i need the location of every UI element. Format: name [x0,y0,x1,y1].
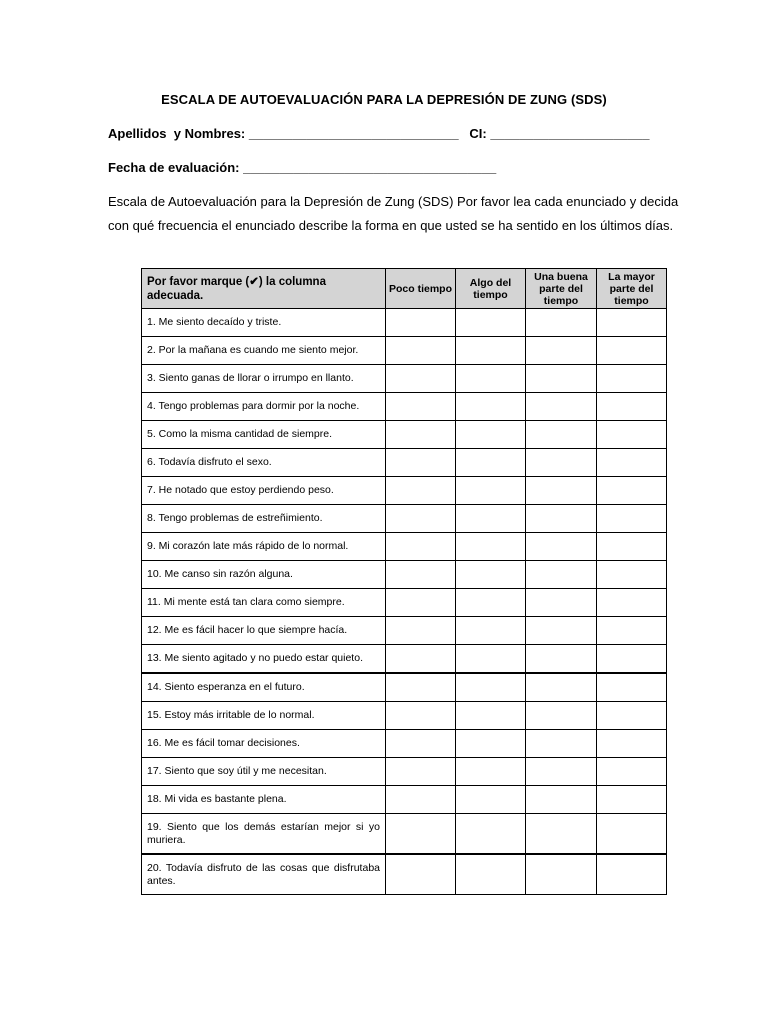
answer-cell-mayor-parte[interactable] [597,730,667,758]
question-text: 13. Me siento agitado y no puedo estar quieto. [142,645,386,674]
answer-cell-poco-tiempo[interactable] [386,589,456,617]
answer-cell-poco-tiempo[interactable] [386,645,456,674]
answer-cell-buena-parte[interactable] [526,673,597,702]
question-text: 9. Mi corazón late más rápido de lo normal. [142,533,386,561]
answer-cell-algo-del-tiempo[interactable] [456,365,526,393]
answer-cell-mayor-parte[interactable] [597,589,667,617]
question-text: 11. Mi mente está tan clara como siempre. [142,589,386,617]
zung-scale-table [141,268,667,895]
answer-cell-poco-tiempo[interactable] [386,617,456,645]
answer-cell-buena-parte[interactable] [526,365,597,393]
answer-cell-algo-del-tiempo[interactable] [456,617,526,645]
answer-cell-algo-del-tiempo[interactable] [456,449,526,477]
answer-cell-algo-del-tiempo[interactable] [456,561,526,589]
document-title: ESCALA DE AUTOEVALUACIÓN PARA LA DEPRESIÓN DE ZUNG (SDS) [161,92,607,107]
answer-cell-mayor-parte[interactable] [597,758,667,786]
table-row [142,854,667,895]
table-row [142,477,667,505]
answer-cell-algo-del-tiempo[interactable] [456,730,526,758]
answer-cell-poco-tiempo[interactable] [386,786,456,814]
header-question: Por favor marque (✔) la columna adecuada. [142,269,386,309]
answer-cell-mayor-parte[interactable] [597,449,667,477]
instructions-line-2: con qué frecuencia el enunciado describe la forma en que usted se ha sentido en los últimos días. [108,218,674,233]
question-text: 1. Me siento decaído y triste. [142,309,386,337]
question-text: 4. Tengo problemas para dormir por la noche. [142,393,386,421]
table-row [142,589,667,617]
answer-cell-algo-del-tiempo[interactable] [456,309,526,337]
answer-cell-mayor-parte[interactable] [597,786,667,814]
answer-cell-mayor-parte[interactable] [597,673,667,702]
question-text: 3. Siento ganas de llorar o irrumpo en llanto. [142,365,386,393]
answer-cell-buena-parte[interactable] [526,617,597,645]
answer-cell-buena-parte[interactable] [526,854,597,895]
answer-cell-poco-tiempo[interactable] [386,533,456,561]
header-col-buena-parte: Una buena parte del tiempo [526,269,597,309]
answer-cell-poco-tiempo[interactable] [386,814,456,855]
answer-cell-algo-del-tiempo[interactable] [456,393,526,421]
table-row [142,786,667,814]
answer-cell-buena-parte[interactable] [526,309,597,337]
answer-cell-algo-del-tiempo[interactable] [456,589,526,617]
answer-cell-poco-tiempo[interactable] [386,673,456,702]
answer-cell-mayor-parte[interactable] [597,561,667,589]
table-row [142,505,667,533]
table-row [142,365,667,393]
answer-cell-buena-parte[interactable] [526,730,597,758]
names-ci-row [108,126,649,141]
header-col-algo-del-tiempo: Algo del tiempo [456,269,526,309]
answer-cell-mayor-parte[interactable] [597,421,667,449]
answer-cell-buena-parte[interactable] [526,505,597,533]
table-row [142,645,667,674]
answer-cell-mayor-parte[interactable] [597,365,667,393]
answer-cell-mayor-parte[interactable] [597,393,667,421]
answer-cell-buena-parte[interactable] [526,645,597,674]
question-text: 6. Todavía disfruto el sexo. [142,449,386,477]
answer-cell-buena-parte[interactable] [526,477,597,505]
question-text: 2. Por la mañana es cuando me siento mejor. [142,337,386,365]
header-col-mayor-parte: La mayor parte del tiempo [597,269,667,309]
answer-cell-buena-parte[interactable] [526,589,597,617]
table-row [142,337,667,365]
answer-cell-mayor-parte[interactable] [597,337,667,365]
question-text: 15. Estoy más irritable de lo normal. [142,702,386,730]
table-row [142,449,667,477]
answer-cell-mayor-parte[interactable] [597,617,667,645]
answer-cell-poco-tiempo[interactable] [386,505,456,533]
answer-cell-buena-parte[interactable] [526,393,597,421]
answer-cell-algo-del-tiempo[interactable] [456,337,526,365]
table-header-row [142,269,667,309]
header-col-poco-tiempo: Poco tiempo [386,269,456,309]
table-row [142,758,667,786]
answer-cell-buena-parte[interactable] [526,702,597,730]
answer-cell-buena-parte[interactable] [526,449,597,477]
table-row [142,561,667,589]
answer-cell-mayor-parte[interactable] [597,505,667,533]
answer-cell-mayor-parte[interactable] [597,477,667,505]
answer-cell-mayor-parte[interactable] [597,814,667,855]
answer-cell-algo-del-tiempo[interactable] [456,758,526,786]
question-text: 14. Siento esperanza en el futuro. [142,673,386,702]
answer-cell-mayor-parte[interactable] [597,309,667,337]
answer-cell-poco-tiempo[interactable] [386,730,456,758]
ci-label: CI: [469,126,487,141]
table-row [142,421,667,449]
answer-cell-algo-del-tiempo[interactable] [456,421,526,449]
answer-cell-poco-tiempo[interactable] [386,854,456,895]
date-blank: ___________________________________ [243,160,497,175]
answer-cell-buena-parte[interactable] [526,421,597,449]
answer-cell-mayor-parte[interactable] [597,645,667,674]
table-row [142,673,667,702]
answer-cell-buena-parte[interactable] [526,337,597,365]
names-label: Apellidos y Nombres: [108,126,246,141]
ci-blank: ______________________ [490,126,650,141]
answer-cell-mayor-parte[interactable] [597,854,667,895]
answer-cell-mayor-parte[interactable] [597,702,667,730]
question-text: 20. Todavía disfruto de las cosas que disfrutaba antes. [142,854,386,895]
answer-cell-algo-del-tiempo[interactable] [456,702,526,730]
answer-cell-poco-tiempo[interactable] [386,758,456,786]
answer-cell-mayor-parte[interactable] [597,533,667,561]
names-blank: _____________________________ [248,126,459,141]
question-text: 16. Me es fácil tomar decisiones. [142,730,386,758]
question-text: 7. He notado que estoy perdiendo peso. [142,477,386,505]
answer-cell-poco-tiempo[interactable] [386,421,456,449]
answer-cell-algo-del-tiempo[interactable] [456,854,526,895]
instructions [108,190,679,238]
answer-cell-buena-parte[interactable] [526,786,597,814]
answer-cell-buena-parte[interactable] [526,561,597,589]
question-text: 19. Siento que los demás estarían mejor si yo muriera. [142,814,386,855]
answer-cell-poco-tiempo[interactable] [386,365,456,393]
question-text: 12. Me es fácil hacer lo que siempre hacía. [142,617,386,645]
answer-cell-poco-tiempo[interactable] [386,477,456,505]
answer-cell-buena-parte[interactable] [526,814,597,855]
answer-cell-poco-tiempo[interactable] [386,561,456,589]
answer-cell-algo-del-tiempo[interactable] [456,786,526,814]
answer-cell-algo-del-tiempo[interactable] [456,533,526,561]
question-text: 10. Me canso sin razón alguna. [142,561,386,589]
table-row [142,814,667,855]
question-text: 17. Siento que soy útil y me necesitan. [142,758,386,786]
table-row [142,309,667,337]
answer-cell-algo-del-tiempo[interactable] [456,673,526,702]
answer-cell-algo-del-tiempo[interactable] [456,645,526,674]
table-row [142,702,667,730]
answer-cell-poco-tiempo[interactable] [386,449,456,477]
question-text: 18. Mi vida es bastante plena. [142,786,386,814]
table-row [142,533,667,561]
instructions-line-1: Escala de Autoevaluación para la Depresión de Zung (SDS) Por favor lea cada enunciado y decida [108,194,679,209]
question-text: 8. Tengo problemas de estreñimiento. [142,505,386,533]
answer-cell-algo-del-tiempo[interactable] [456,814,526,855]
answer-cell-poco-tiempo[interactable] [386,309,456,337]
answer-cell-poco-tiempo[interactable] [386,702,456,730]
date-row [108,160,496,175]
table-row [142,393,667,421]
answer-cell-buena-parte[interactable] [526,533,597,561]
answer-cell-buena-parte[interactable] [526,758,597,786]
answer-cell-poco-tiempo[interactable] [386,393,456,421]
table-row [142,617,667,645]
question-text: 5. Como la misma cantidad de siempre. [142,421,386,449]
answer-cell-algo-del-tiempo[interactable] [456,505,526,533]
date-label: Fecha de evaluación: [108,160,240,175]
answer-cell-poco-tiempo[interactable] [386,337,456,365]
table-row [142,730,667,758]
answer-cell-algo-del-tiempo[interactable] [456,477,526,505]
